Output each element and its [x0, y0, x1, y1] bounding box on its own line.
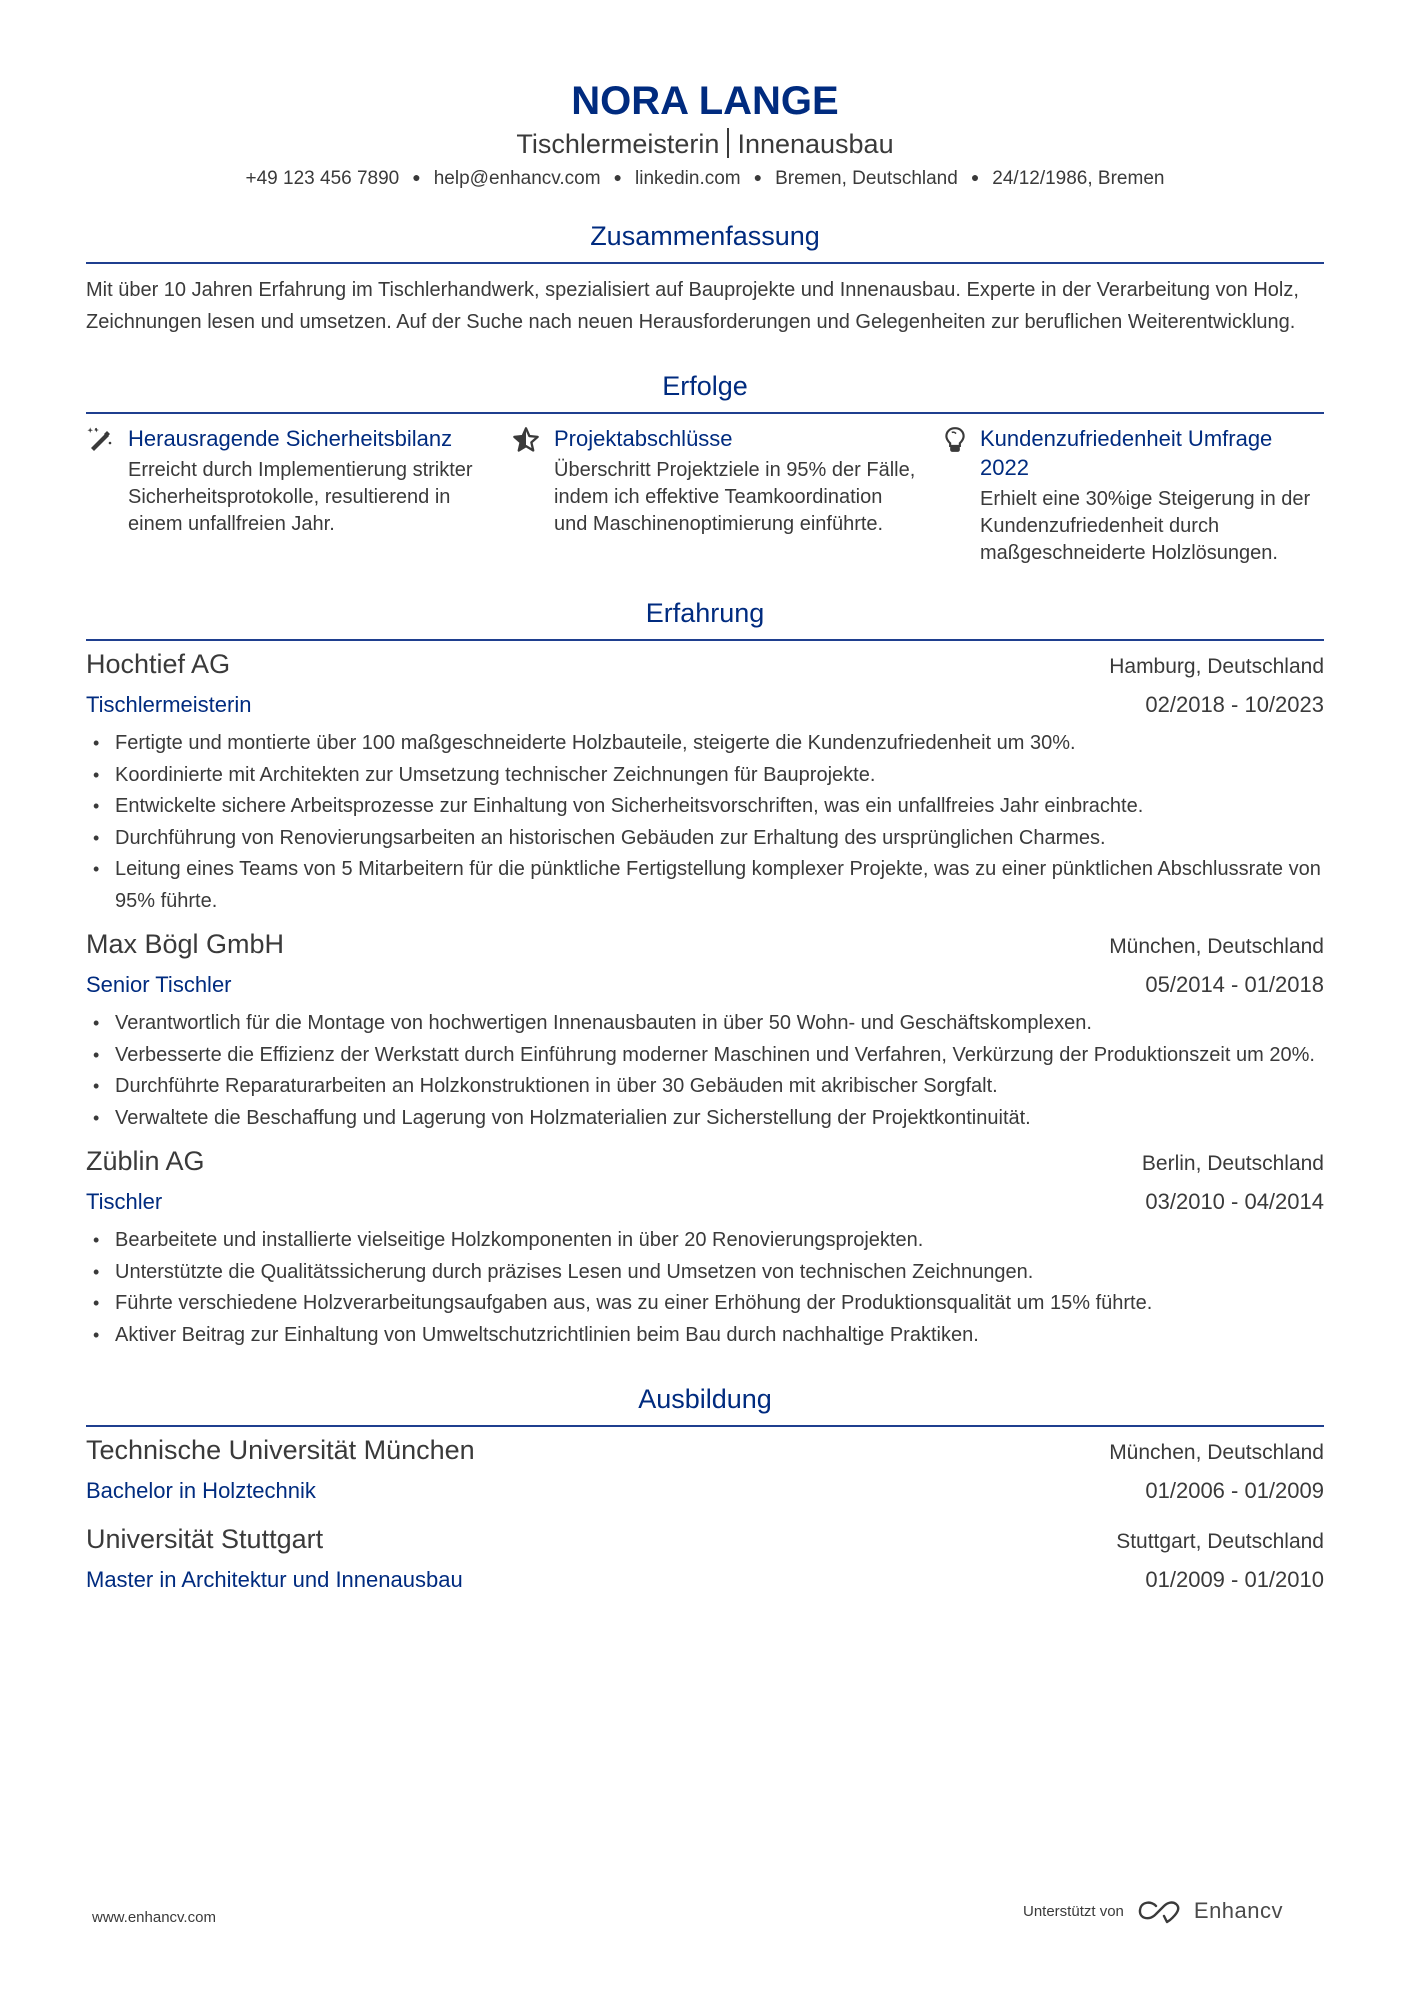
- job-dates: 05/2014 - 01/2018: [1145, 972, 1324, 997]
- achievement-item: [938, 424, 1324, 567]
- school-location: Stuttgart, Deutschland: [1116, 1530, 1324, 1553]
- bullet-item: • Bearbeitete und installierte vielseitige Holzkomponenten in über 20 Renovierungsprojekten.: [86, 1225, 1324, 1257]
- achievements-list: [86, 424, 1324, 567]
- achievement-body: [554, 424, 938, 567]
- job-dates: 02/2018 - 10/2023: [1145, 692, 1324, 717]
- bullet-item: • Führte verschiedene Holzverarbeitungsaufgaben aus, was zu einer Erhöhung der Produktionsqualität um 15% führte.: [86, 1288, 1324, 1320]
- achievements-section: [86, 368, 1324, 567]
- bullet-item: • Verantwortlich für die Montage von hochwertigen Innenausbauten in über 50 Wohn- und Geschäftskomplexen.: [86, 1008, 1324, 1040]
- entry-subheader-row: [86, 1472, 1324, 1510]
- candidate-title: [86, 126, 1324, 162]
- section-title-experience: Erfahrung: [645, 598, 765, 628]
- half-star-icon: [512, 424, 554, 567]
- achievement-title: Kundenzufriedenheit Umfrage 2022: [980, 426, 1273, 480]
- title-secondary: Innenausbau: [737, 129, 894, 159]
- company-name: Hochtief AG: [86, 649, 231, 679]
- education-dates: 01/2009 - 01/2010: [1145, 1567, 1324, 1592]
- section-divider: [86, 412, 1324, 414]
- job-bullets: [86, 1008, 1324, 1134]
- entry-subheader-row: [86, 966, 1324, 1004]
- bullet-item: • Leitung eines Teams von 5 Mitarbeitern für die pünktliche Fertigstellung komplexer Projekte, was zu einer pünktlichen Abschlussrate von 95% führte.: [86, 854, 1324, 917]
- lightbulb-icon: [938, 424, 980, 567]
- achievement-body: [980, 424, 1324, 567]
- entry-header-row: [86, 1520, 1324, 1561]
- achievement-item: [86, 424, 512, 567]
- title-separator: [727, 128, 729, 158]
- bullet-item: • Verwaltete die Beschaffung und Lagerung von Holzmaterialien zur Sicherstellung der Projektkontinuität.: [86, 1103, 1324, 1135]
- section-divider: [86, 1425, 1324, 1427]
- contact-birth: 24/12/1986, Bremen: [992, 168, 1165, 189]
- achievement-description: Überschritt Projektziele in 95% der Fälle, indem ich effektive Teamkoordination und Maschinenoptimierung einführte.: [554, 459, 916, 535]
- footer-website-link[interactable]: www.enhancv.com: [92, 1909, 216, 1926]
- achievement-title: Projektabschlüsse: [554, 426, 733, 451]
- powered-by-label: Unterstützt von: [1023, 1902, 1124, 1920]
- bullet-item: • Koordinierte mit Architekten zur Umsetzung technischer Zeichnungen für Bauprojekte.: [86, 760, 1324, 792]
- entry-header-row: [86, 645, 1324, 686]
- education-entry: [86, 1520, 1324, 1599]
- resume-header: [86, 0, 1324, 192]
- separator-dot: ●: [970, 169, 980, 185]
- experience-entry: [86, 645, 1324, 917]
- school-name: Universität Stuttgart: [86, 1524, 324, 1554]
- section-title-education: Ausbildung: [638, 1384, 772, 1414]
- bullet-item: • Verbesserte die Effizienz der Werkstatt durch Einführung moderner Maschinen und Verfahren, Verkürzung der Produktionszeit um 20%.: [86, 1040, 1324, 1072]
- job-location: Hamburg, Deutschland: [1109, 655, 1324, 678]
- achievement-body: [128, 424, 512, 567]
- experience-entry: [86, 925, 1324, 1134]
- bullet-item: • Durchführung von Renovierungsarbeiten an historischen Gebäuden zur Erhaltung des ursprünglichen Charmes.: [86, 823, 1324, 855]
- section-title-achievements: Erfolge: [662, 371, 748, 401]
- section-divider: [86, 262, 1324, 264]
- job-dates: 03/2010 - 04/2014: [1145, 1189, 1324, 1214]
- title-primary: Tischlermeisterin: [516, 129, 720, 159]
- entry-header-row: [86, 1142, 1324, 1183]
- separator-dot: ●: [412, 169, 421, 185]
- bullet-item: • Unterstützte die Qualitätssicherung durch präzises Lesen und Umsetzen von technischen Zeichnungen.: [86, 1257, 1324, 1289]
- education-section: [86, 1381, 1324, 1599]
- summary-text: Mit über 10 Jahren Erfahrung im Tischlerhandwerk, spezialisiert auf Bauprojekte und Innenausbau. Experte in der Verarbeitung von Holz, Zeichnungen lesen und umsetzen. Auf der Suche nach neuen Herausforderungen und Gelegenheiten zur beruflichen Weiterentwicklung.: [86, 279, 1299, 333]
- footer-powered-by[interactable]: [1023, 1898, 1283, 1924]
- enhancv-brand: Enhancv: [1193, 1898, 1284, 1923]
- separator-dot: ●: [753, 169, 763, 185]
- achievement-item: [512, 424, 938, 567]
- education-entry: [86, 1431, 1324, 1510]
- achievement-title: Herausragende Sicherheitsbilanz: [128, 426, 453, 451]
- bullet-item: • Durchführte Reparaturarbeiten an Holzkonstruktionen in über 30 Gebäuden mit akribischer Sorgfalt.: [86, 1071, 1324, 1103]
- entry-subheader-row: [86, 686, 1324, 724]
- entry-header-row: [86, 925, 1324, 966]
- contact-phone[interactable]: +49 123 456 7890: [245, 168, 400, 189]
- experience-section: [86, 595, 1324, 1351]
- job-location: Berlin, Deutschland: [1141, 1152, 1324, 1175]
- experience-entry: [86, 1142, 1324, 1351]
- enhancv-logo-icon: [1136, 1898, 1184, 1924]
- summary-section: [86, 218, 1324, 338]
- school-location: München, Deutschland: [1109, 1441, 1324, 1464]
- job-role: Tischlermeisterin: [86, 692, 252, 717]
- degree: Bachelor in Holztechnik: [86, 1478, 316, 1503]
- job-role: Tischler: [86, 1189, 163, 1214]
- entry-subheader-row: [86, 1183, 1324, 1221]
- education-dates: 01/2006 - 01/2009: [1145, 1478, 1324, 1503]
- resume-page: [86, 0, 1324, 1599]
- section-title-summary: Zusammenfassung: [590, 221, 820, 251]
- bullet-item: • Fertigte und montierte über 100 maßgeschneiderte Holzbauteile, steigerte die Kundenzufriedenheit um 30%.: [86, 728, 1324, 760]
- separator-dot: ●: [613, 169, 623, 185]
- job-bullets: [86, 728, 1324, 917]
- contact-line: [86, 164, 1324, 192]
- achievement-description: Erhielt eine 30%ige Steigerung in der Kundenzufriedenheit durch maßgeschneiderte Holzlösungen.: [980, 488, 1311, 564]
- entry-header-row: [86, 1431, 1324, 1472]
- magic-wand-icon: [86, 424, 128, 567]
- section-divider: [86, 639, 1324, 641]
- entry-subheader-row: [86, 1561, 1324, 1599]
- achievement-description: Erreicht durch Implementierung strikter Sicherheitsprotokolle, resultierend in einem unfallfreien Jahr.: [128, 459, 473, 535]
- job-bullets: [86, 1225, 1324, 1351]
- contact-linkedin[interactable]: linkedin.com: [635, 168, 741, 189]
- degree: Master in Architektur und Innenausbau: [86, 1567, 463, 1592]
- bullet-item: • Aktiver Beitrag zur Einhaltung von Umweltschutzrichtlinien beim Bau durch nachhaltige Praktiken.: [86, 1320, 1324, 1352]
- job-location: München, Deutschland: [1109, 935, 1324, 958]
- contact-email[interactable]: help@enhancv.com: [433, 168, 601, 189]
- company-name: Züblin AG: [86, 1146, 205, 1176]
- company-name: Max Bögl GmbH: [86, 929, 285, 959]
- candidate-name: NORA LANGE: [571, 79, 839, 123]
- job-role: Senior Tischler: [86, 972, 232, 997]
- bullet-item: • Entwickelte sichere Arbeitsprozesse zur Einhaltung von Sicherheitsvorschriften, was ein unfallfreies Jahr einbrachte.: [86, 791, 1324, 823]
- contact-location: Bremen, Deutschland: [775, 168, 958, 189]
- school-name: Technische Universität München: [86, 1435, 475, 1465]
